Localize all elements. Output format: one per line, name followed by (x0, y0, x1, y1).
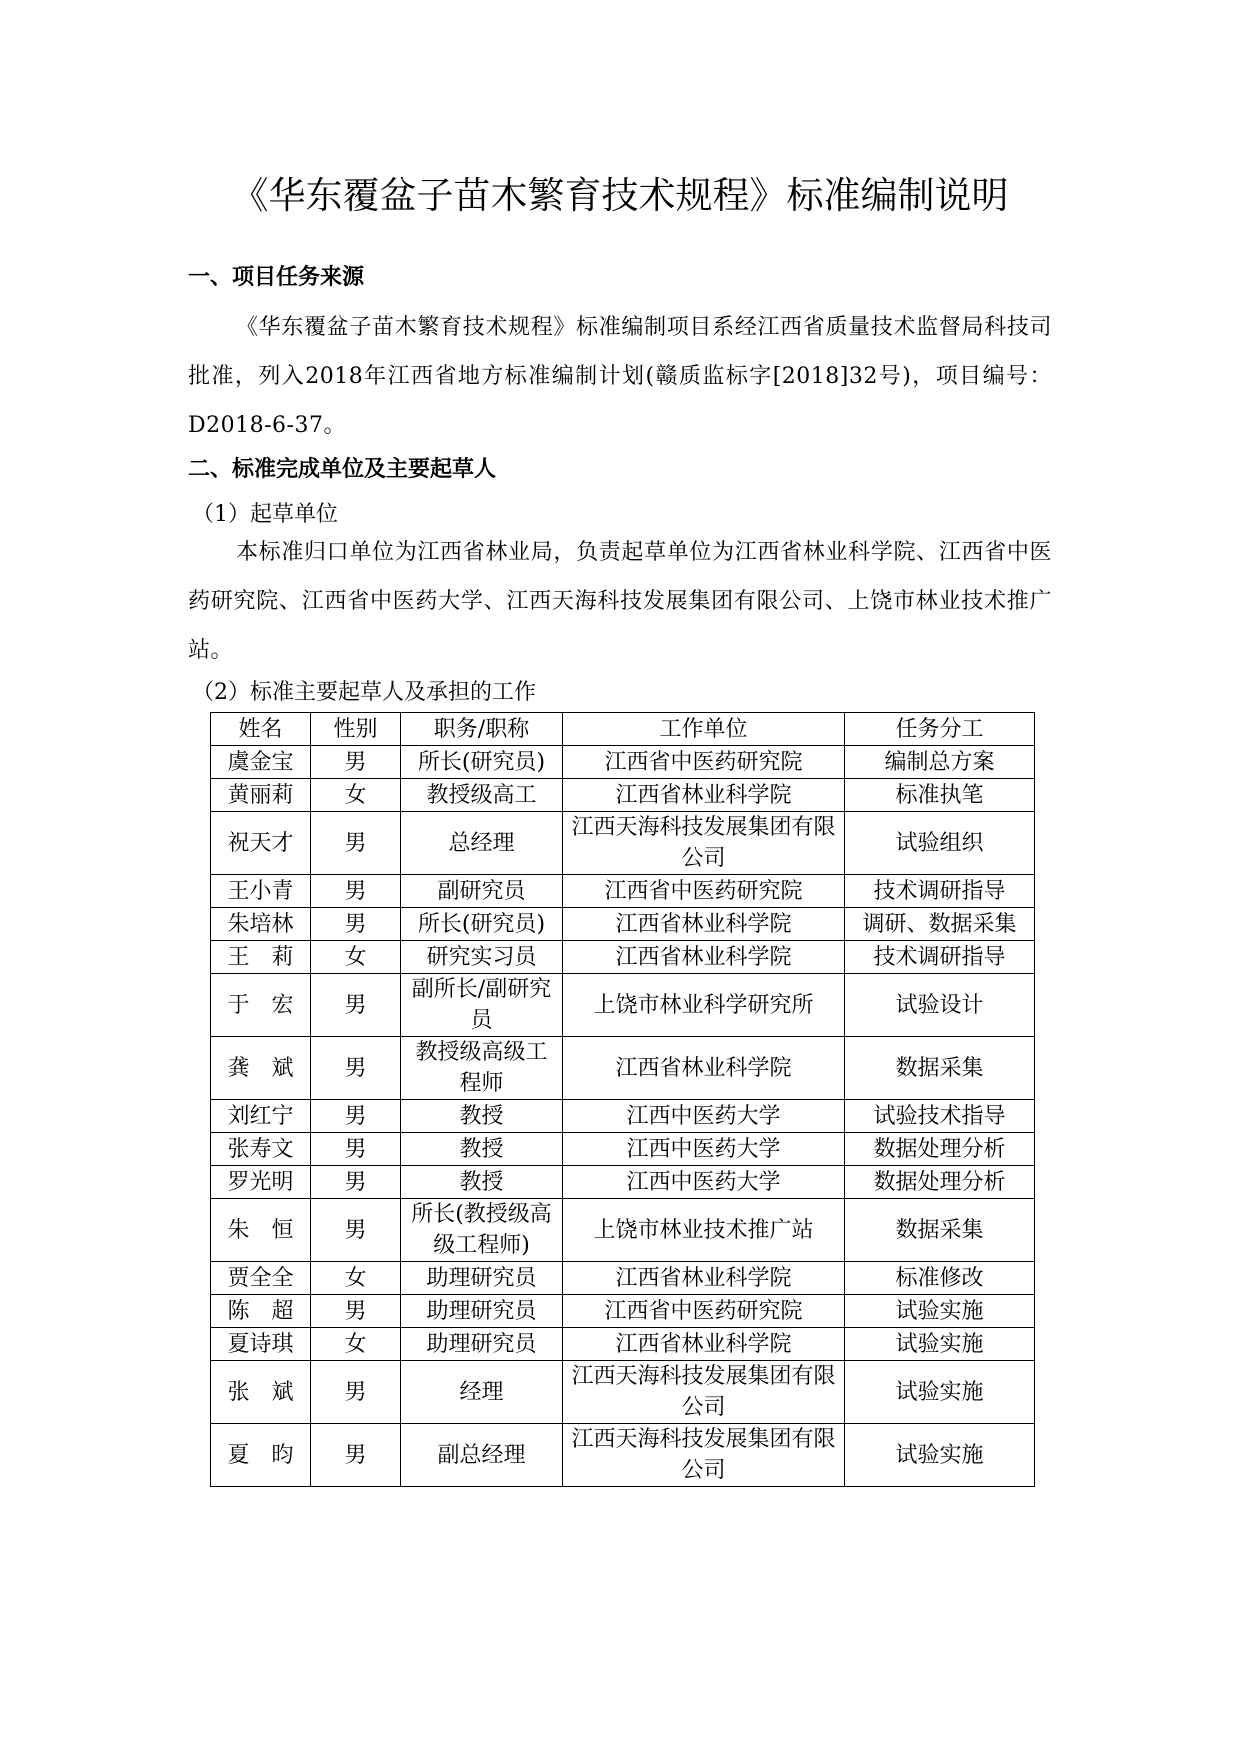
cell-name: 朱培林 (211, 908, 311, 941)
table-row (211, 941, 1035, 974)
cell-task: 数据处理分析 (845, 1133, 1035, 1166)
cell-gender: 男 (311, 812, 401, 875)
cell-title: 总经理 (401, 812, 563, 875)
cell-task: 数据采集 (845, 1199, 1035, 1262)
cell-name: 朱 恒 (211, 1199, 311, 1262)
cell-task: 数据处理分析 (845, 1166, 1035, 1199)
cell-gender: 女 (311, 779, 401, 812)
cell-employer: 江西中医药大学 (563, 1100, 845, 1133)
cell-title: 教授 (401, 1166, 563, 1199)
cell-task: 试验组织 (845, 812, 1035, 875)
cell-employer: 江西天海科技发展集团有限公司 (563, 1424, 845, 1487)
cell-gender: 男 (311, 974, 401, 1037)
cell-employer: 江西中医药大学 (563, 1166, 845, 1199)
cell-name: 龚 斌 (211, 1037, 311, 1100)
table-row (211, 1424, 1035, 1487)
cell-gender: 男 (311, 746, 401, 779)
cell-gender: 男 (311, 1133, 401, 1166)
cell-title: 所长(教授级高级工程师) (401, 1199, 563, 1262)
section-2-paragraph: 本标准归口单位为江西省林业局，负责起草单位为江西省林业科学院、江西省中医药研究院、江西省中医药大学、江西天海科技发展集团有限公司、上饶市林业技术推广站。 (188, 540, 1052, 663)
cell-employer: 江西省林业科学院 (563, 779, 845, 812)
cell-title: 所长(研究员) (401, 908, 563, 941)
drafters-table (210, 712, 1035, 1487)
cell-employer: 江西省中医药研究院 (563, 1295, 845, 1328)
cell-task: 试验实施 (845, 1295, 1035, 1328)
cell-employer: 上饶市林业科学研究所 (563, 974, 845, 1037)
cell-title: 助理研究员 (401, 1328, 563, 1361)
cell-title: 副总经理 (401, 1424, 563, 1487)
header-employer: 工作单位 (563, 713, 845, 746)
cell-name: 陈 超 (211, 1295, 311, 1328)
cell-employer: 江西省中医药研究院 (563, 875, 845, 908)
cell-employer: 江西天海科技发展集团有限公司 (563, 812, 845, 875)
table-row (211, 1199, 1035, 1262)
cell-gender: 男 (311, 1424, 401, 1487)
cell-task: 标准执笔 (845, 779, 1035, 812)
cell-task: 试验实施 (845, 1328, 1035, 1361)
cell-task: 技术调研指导 (845, 941, 1035, 974)
table-row (211, 974, 1035, 1037)
cell-title: 教授 (401, 1100, 563, 1133)
cell-name: 虞金宝 (211, 746, 311, 779)
cell-task: 技术调研指导 (845, 875, 1035, 908)
cell-employer: 江西省林业科学院 (563, 941, 845, 974)
section-1-paragraph: 《华东覆盆子苗木繁育技术规程》标准编制项目系经江西省质量技术监督局科技司批准，列入2018年江西省地方标准编制计划(赣质监标字[2018]32号)，项目编号：D2018-6-37。 (188, 315, 1052, 438)
cell-task: 标准修改 (845, 1262, 1035, 1295)
cell-name: 夏诗琪 (211, 1328, 311, 1361)
cell-name: 祝天才 (211, 812, 311, 875)
cell-title: 所长(研究员) (401, 746, 563, 779)
subheading-drafting-units: （1）起草单位 (192, 502, 338, 527)
cell-name: 刘红宁 (211, 1100, 311, 1133)
table-row (211, 875, 1035, 908)
table-row (211, 1037, 1035, 1100)
section-2-heading: 二、标准完成单位及主要起草人 (188, 457, 497, 482)
cell-task: 数据采集 (845, 1037, 1035, 1100)
cell-gender: 男 (311, 1361, 401, 1424)
cell-name: 张寿文 (211, 1133, 311, 1166)
table-row (211, 1361, 1035, 1424)
cell-gender: 男 (311, 1166, 401, 1199)
header-task: 任务分工 (845, 713, 1035, 746)
subheading-drafters: （2）标准主要起草人及承担的工作 (192, 680, 536, 705)
table-row (211, 908, 1035, 941)
header-title: 职务/职称 (401, 713, 563, 746)
cell-name: 王小青 (211, 875, 311, 908)
table-row (211, 1295, 1035, 1328)
header-gender: 性别 (311, 713, 401, 746)
cell-name: 罗光明 (211, 1166, 311, 1199)
cell-employer: 上饶市林业技术推广站 (563, 1199, 845, 1262)
table-row (211, 1262, 1035, 1295)
cell-title: 副所长/副研究员 (401, 974, 563, 1037)
cell-employer: 江西省林业科学院 (563, 908, 845, 941)
cell-name: 夏 昀 (211, 1424, 311, 1487)
cell-gender: 男 (311, 908, 401, 941)
table-row (211, 1133, 1035, 1166)
cell-gender: 男 (311, 1295, 401, 1328)
cell-task: 试验技术指导 (845, 1100, 1035, 1133)
cell-employer: 江西省林业科学院 (563, 1262, 845, 1295)
cell-gender: 女 (311, 1328, 401, 1361)
table-row (211, 1328, 1035, 1361)
cell-employer: 江西省中医药研究院 (563, 746, 845, 779)
cell-gender: 男 (311, 1199, 401, 1262)
table-row (211, 779, 1035, 812)
cell-name: 王 莉 (211, 941, 311, 974)
cell-task: 试验设计 (845, 974, 1035, 1037)
cell-gender: 女 (311, 941, 401, 974)
table-header-row (211, 713, 1035, 746)
cell-name: 贾全全 (211, 1262, 311, 1295)
cell-gender: 男 (311, 1100, 401, 1133)
cell-task: 试验实施 (845, 1361, 1035, 1424)
cell-gender: 女 (311, 1262, 401, 1295)
section-1-heading: 一、项目任务来源 (188, 265, 365, 290)
cell-name: 于 宏 (211, 974, 311, 1037)
cell-title: 助理研究员 (401, 1295, 563, 1328)
cell-title: 研究实习员 (401, 941, 563, 974)
table-row (211, 1166, 1035, 1199)
cell-task: 调研、数据采集 (845, 908, 1035, 941)
cell-gender: 男 (311, 1037, 401, 1100)
cell-employer: 江西天海科技发展集团有限公司 (563, 1361, 845, 1424)
cell-task: 编制总方案 (845, 746, 1035, 779)
page-title: 《华东覆盆子苗木繁育技术规程》标准编制说明 (231, 174, 1009, 217)
header-name: 姓名 (211, 713, 311, 746)
cell-title: 助理研究员 (401, 1262, 563, 1295)
cell-name: 张 斌 (211, 1361, 311, 1424)
cell-gender: 男 (311, 875, 401, 908)
cell-title: 教授级高级工程师 (401, 1037, 563, 1100)
cell-title: 教授 (401, 1133, 563, 1166)
table-row (211, 746, 1035, 779)
cell-employer: 江西中医药大学 (563, 1133, 845, 1166)
cell-employer: 江西省林业科学院 (563, 1037, 845, 1100)
cell-title: 副研究员 (401, 875, 563, 908)
cell-name: 黄丽莉 (211, 779, 311, 812)
cell-employer: 江西省林业科学院 (563, 1328, 845, 1361)
table-row (211, 812, 1035, 875)
cell-task: 试验实施 (845, 1424, 1035, 1487)
cell-title: 教授级高工 (401, 779, 563, 812)
table-row (211, 1100, 1035, 1133)
cell-title: 经理 (401, 1361, 563, 1424)
